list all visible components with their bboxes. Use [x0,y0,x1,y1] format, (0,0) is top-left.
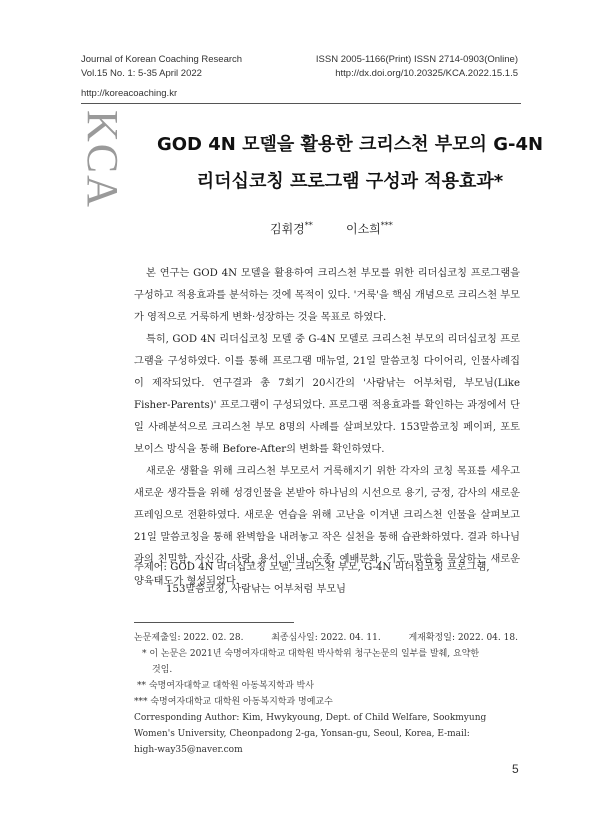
journal-name: Journal of Korean Coaching Research [81,54,243,65]
date-submitted: 논문제출일: 2022. 02. 28. [134,633,244,643]
author-1 [270,220,313,237]
author-1-mark: ** [304,221,313,230]
keywords [134,557,524,601]
corresponding-author-1: Corresponding Author: Kim, Hwykyoung, Dept. of Child Welfare, Sookmyung [134,713,487,723]
keywords-label: 주제어: [134,562,167,573]
abstract-paragraph-1: 본 연구는 GOD 4N 모델을 활용하여 크리스천 부모를 위한 리더십코칭 프로그램을 구성하고 적용효과를 분석하는 것에 목적이 있다. '거룩'을 핵심 개념으로 크리스천 부모가 영적으로 거룩하게 변화·성장하는 것을 목표로 하였다. [134,268,520,323]
submission-dates [134,630,524,646]
date-accepted: 게재확정일: 2022. 04. 18. [408,633,518,643]
footnote-divider [134,622,294,623]
corresponding-author-email[interactable]: high-way35@naver.com [134,745,243,755]
volume-info: Vol.15 No. 1: 5-35 April 2022 [81,68,202,79]
abstract [134,263,520,593]
abstract-paragraph-3: 새로운 생활을 위해 크리스천 부모로서 거룩해지기 위한 각자의 코칭 목표를 세우고 새로운 생각틀을 위해 성경인물을 본받아 하나님의 시선으로 용기, 긍정, 감사의 새로운 프레임으로 전환하였다. 새로운 연습을 위해 고난을 이겨낸 크리스천 인물을 살펴보고 21일 말씀코칭을 통해 완벽함을 내려놓고 작은 실천을 통해 습관화하였다. 결과 하나님과의 친밀함, 자신감, 사랑, 용서, 인내, 순종, 예배문화, 기도, 말씀을 묵상하는 새로운 양육태도가 형성되었다. [134,466,520,587]
abstract-paragraph-2: 특히, GOD 4N 리더십코칭 모델 중 G-4N 모델로 크리스천 부모의 리더십코칭 프로그램을 구성하였다. 이를 통해 프로그램 매뉴얼, 21일 말씀코칭 다이어리, 인물사례집이 제작되었다. 연구결과 총 7회기 20시간의 '사람낚는 어부처럼, 부모님(Like Fisher-Parents)' 프로그램이 구성되었다. 프로그램 적용효과를 확인하는 과정에서 단일 사례분석으로 크리스천 부모 8명의 사례를 살펴보았다. 153말씀코칭 페이퍼, 포토보이스 방식을 통해 Before-After의 변화를 확인하였다. [134,334,520,455]
corresponding-author-2: Women's University, Cheonpadong 2-ga, Yonsan-gu, Seoul, Korea, E-mail: [134,729,470,739]
footnote-star-2: ** 숙명여자대학교 대학원 아동복지학과 박사 [137,681,314,691]
author-2-mark: *** [380,221,393,230]
paper-title-line-2: 리더십코칭 프로그램 구성과 적용효과* [196,171,504,192]
header-divider [81,103,521,104]
author-1-name: 김휘경 [270,222,305,236]
doi-link[interactable]: http://dx.doi.org/10.20325/KCA.2022.15.1.5 [335,68,518,79]
keywords-line-1: GOD 4N 리더십코칭 모델, 크리스천 부모, G-4N 리더십코칭 프로그램, [170,562,490,573]
issn-info: ISSN 2005-1166(Print) ISSN 2714-0903(Online) [315,54,518,65]
keywords-line-2: 153말씀코칭, 사람낚는 어부처럼 부모님 [166,584,347,595]
author-2-name: 이소희 [346,222,381,236]
page-number: 5 [512,762,519,776]
journal-website-link[interactable]: http://koreacoaching.kr [81,88,178,99]
footnotes [134,630,524,758]
kca-logo: KCA [78,110,127,209]
paper-title-line-1: GOD 4N 모델을 활용한 크리스천 부모의 G-4N [156,134,544,155]
footnote-star-3: *** 숙명여자대학교 대학원 아동복지학과 명예교수 [134,697,333,707]
footnote-star-1-cont: 것임. [152,665,173,675]
footnote-star-1: * 이 논문은 2021년 숙명여자대학교 대학원 박사학위 청구논문의 일부를 발췌, 요약한 [142,649,480,659]
author-2 [346,220,393,237]
date-reviewed: 최종심사일: 2022. 04. 11. [271,633,381,643]
